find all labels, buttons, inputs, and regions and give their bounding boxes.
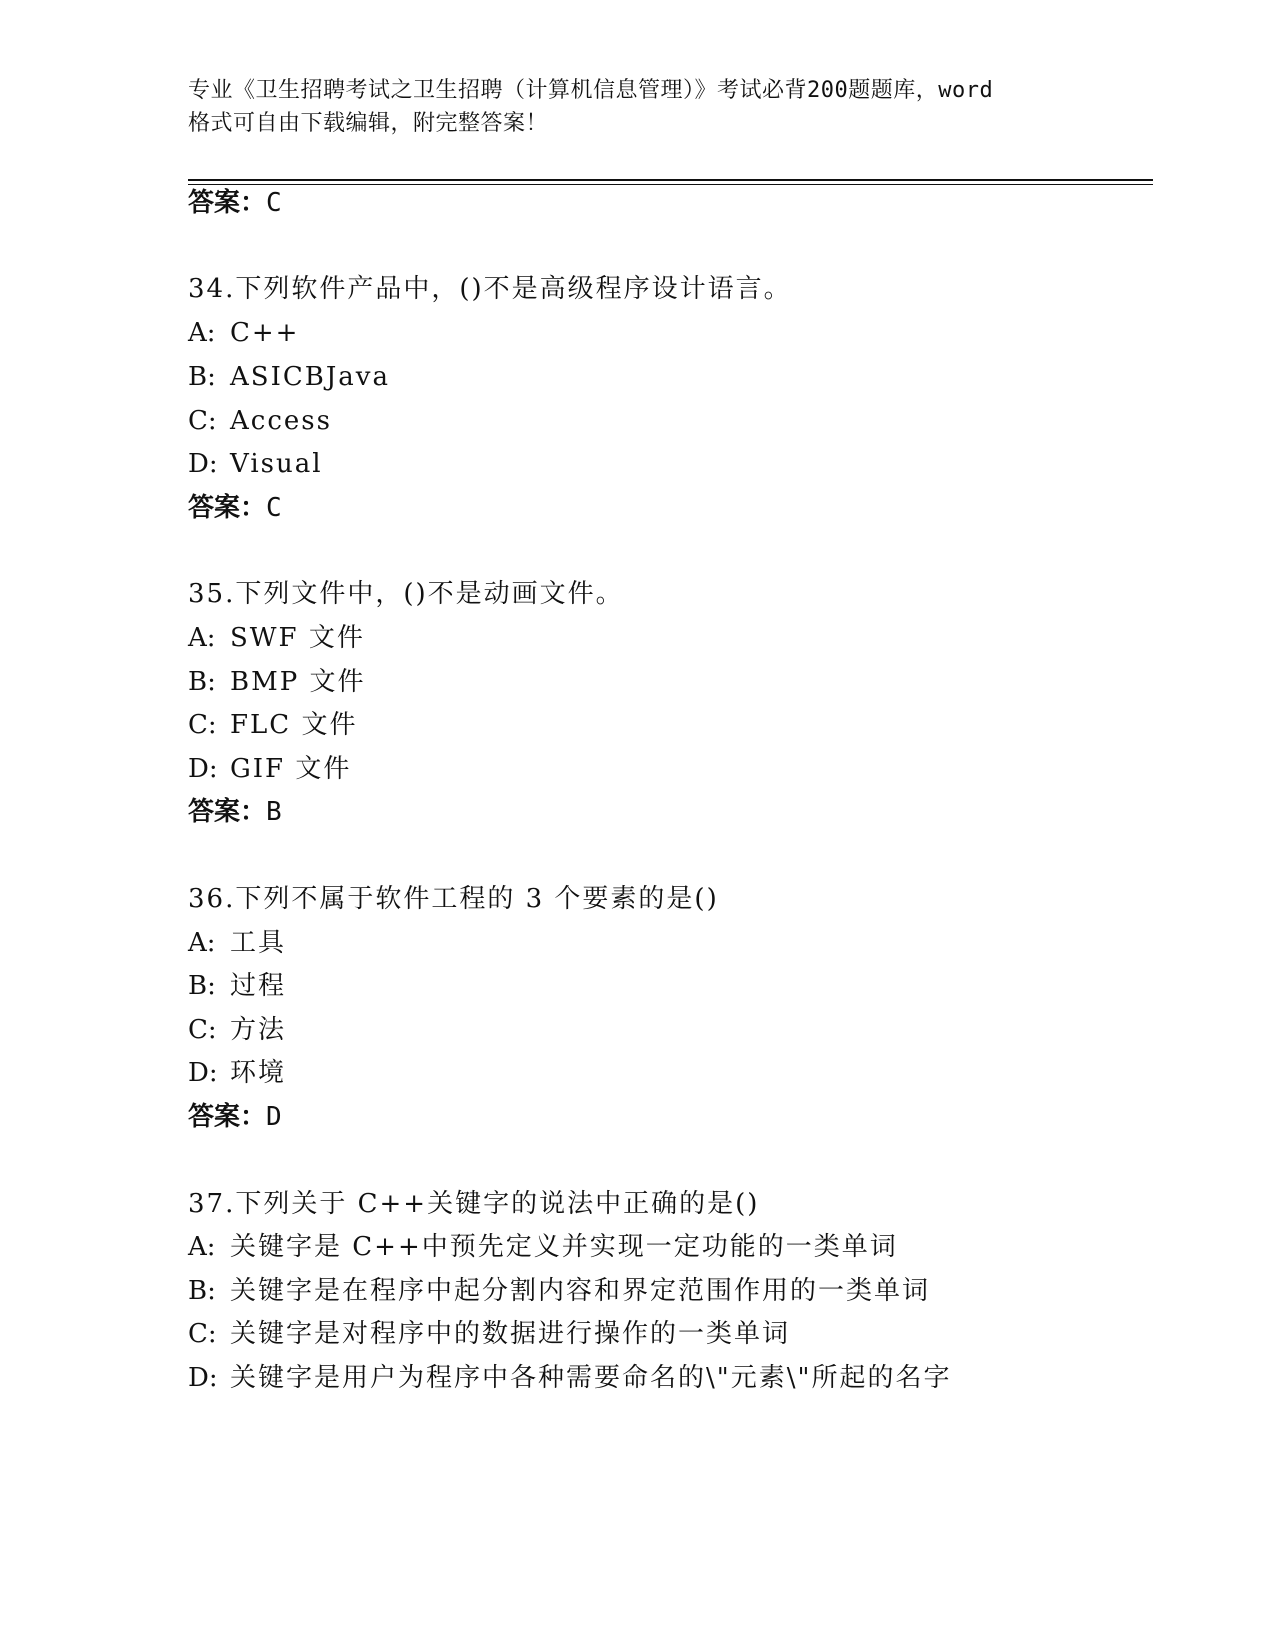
option-c xyxy=(188,708,357,742)
option-text: 过程 xyxy=(230,971,287,1001)
option-text: 关键字是用户为程序中各种需要命名的\"元素\"所起的名字 xyxy=(230,1363,952,1393)
option-d xyxy=(188,1361,951,1395)
option-text: 关键字是 C++中预先定义并实现一定功能的一类单词 xyxy=(230,1232,898,1262)
option-text: Access xyxy=(230,406,332,436)
option-key: D: xyxy=(188,754,218,784)
answer-line xyxy=(188,491,282,525)
option-c xyxy=(188,1013,286,1047)
option-d xyxy=(188,752,351,786)
option-key: A: xyxy=(188,318,216,348)
option-c xyxy=(188,404,332,438)
option-text: ASICBJava xyxy=(230,362,390,392)
option-a xyxy=(188,316,299,350)
option-key: B: xyxy=(188,667,216,697)
option-b xyxy=(188,1274,930,1308)
option-b xyxy=(188,665,366,699)
option-a xyxy=(188,621,365,655)
answer-line xyxy=(188,795,282,829)
option-text: 工具 xyxy=(230,928,287,958)
question-title: 36.下列不属于软件工程的 3 个要素的是() xyxy=(188,884,719,914)
option-key: B: xyxy=(188,971,216,1001)
option-key: C: xyxy=(188,1319,217,1349)
header-line-1: 专业《卫生招聘考试之卫生招聘（计算机信息管理）》考试必背200题题库，word xyxy=(188,78,994,103)
option-c xyxy=(188,1317,790,1351)
option-key: C: xyxy=(188,1015,217,1045)
option-b xyxy=(188,969,286,1003)
option-text: Visual xyxy=(230,449,323,479)
option-key: A: xyxy=(188,928,216,958)
option-text: SWF 文件 xyxy=(230,623,365,653)
option-key: A: xyxy=(188,623,216,653)
option-text: 关键字是在程序中起分割内容和界定范围作用的一类单词 xyxy=(230,1276,931,1306)
option-key: A: xyxy=(188,1232,216,1262)
option-b xyxy=(188,360,390,394)
answer-label: 答案： xyxy=(188,188,267,218)
header-divider-thick xyxy=(188,179,1153,181)
option-a xyxy=(188,1230,898,1264)
header-divider-thin xyxy=(188,184,1153,185)
option-a xyxy=(188,926,286,960)
answer-value: C xyxy=(266,188,282,218)
option-text: BMP 文件 xyxy=(230,667,366,697)
header-line-2: 格式可自由下载编辑，附完整答案！ xyxy=(188,111,549,136)
option-text: C++ xyxy=(230,318,300,348)
option-text: GIF 文件 xyxy=(230,754,352,784)
option-key: D: xyxy=(188,1058,218,1088)
option-d xyxy=(188,447,323,481)
answer-label: 答案： xyxy=(188,493,267,523)
option-d xyxy=(188,1056,286,1090)
document-header xyxy=(188,74,1088,140)
option-text: 方法 xyxy=(230,1015,287,1045)
option-key: C: xyxy=(188,406,217,436)
option-key: D: xyxy=(188,1363,218,1393)
option-key: B: xyxy=(188,1276,216,1306)
option-text: 关键字是对程序中的数据进行操作的一类单词 xyxy=(230,1319,791,1349)
answer-value: D xyxy=(266,1102,282,1132)
option-text: 环境 xyxy=(230,1058,287,1088)
answer-value: B xyxy=(266,797,282,827)
answer-label: 答案： xyxy=(188,797,267,827)
question-title: 35.下列文件中，()不是动画文件。 xyxy=(188,579,624,609)
question-title: 37.下列关于 C++关键字的说法中正确的是() xyxy=(188,1189,760,1219)
option-text: FLC 文件 xyxy=(230,710,358,740)
option-key: C: xyxy=(188,710,217,740)
answer-value: C xyxy=(266,493,282,523)
option-key: D: xyxy=(188,449,218,479)
answer-line xyxy=(188,1100,282,1134)
option-key: B: xyxy=(188,362,216,392)
question-title: 34.下列软件产品中，()不是高级程序设计语言。 xyxy=(188,274,792,304)
answer-label: 答案： xyxy=(188,1102,267,1132)
answer-line xyxy=(188,186,282,220)
